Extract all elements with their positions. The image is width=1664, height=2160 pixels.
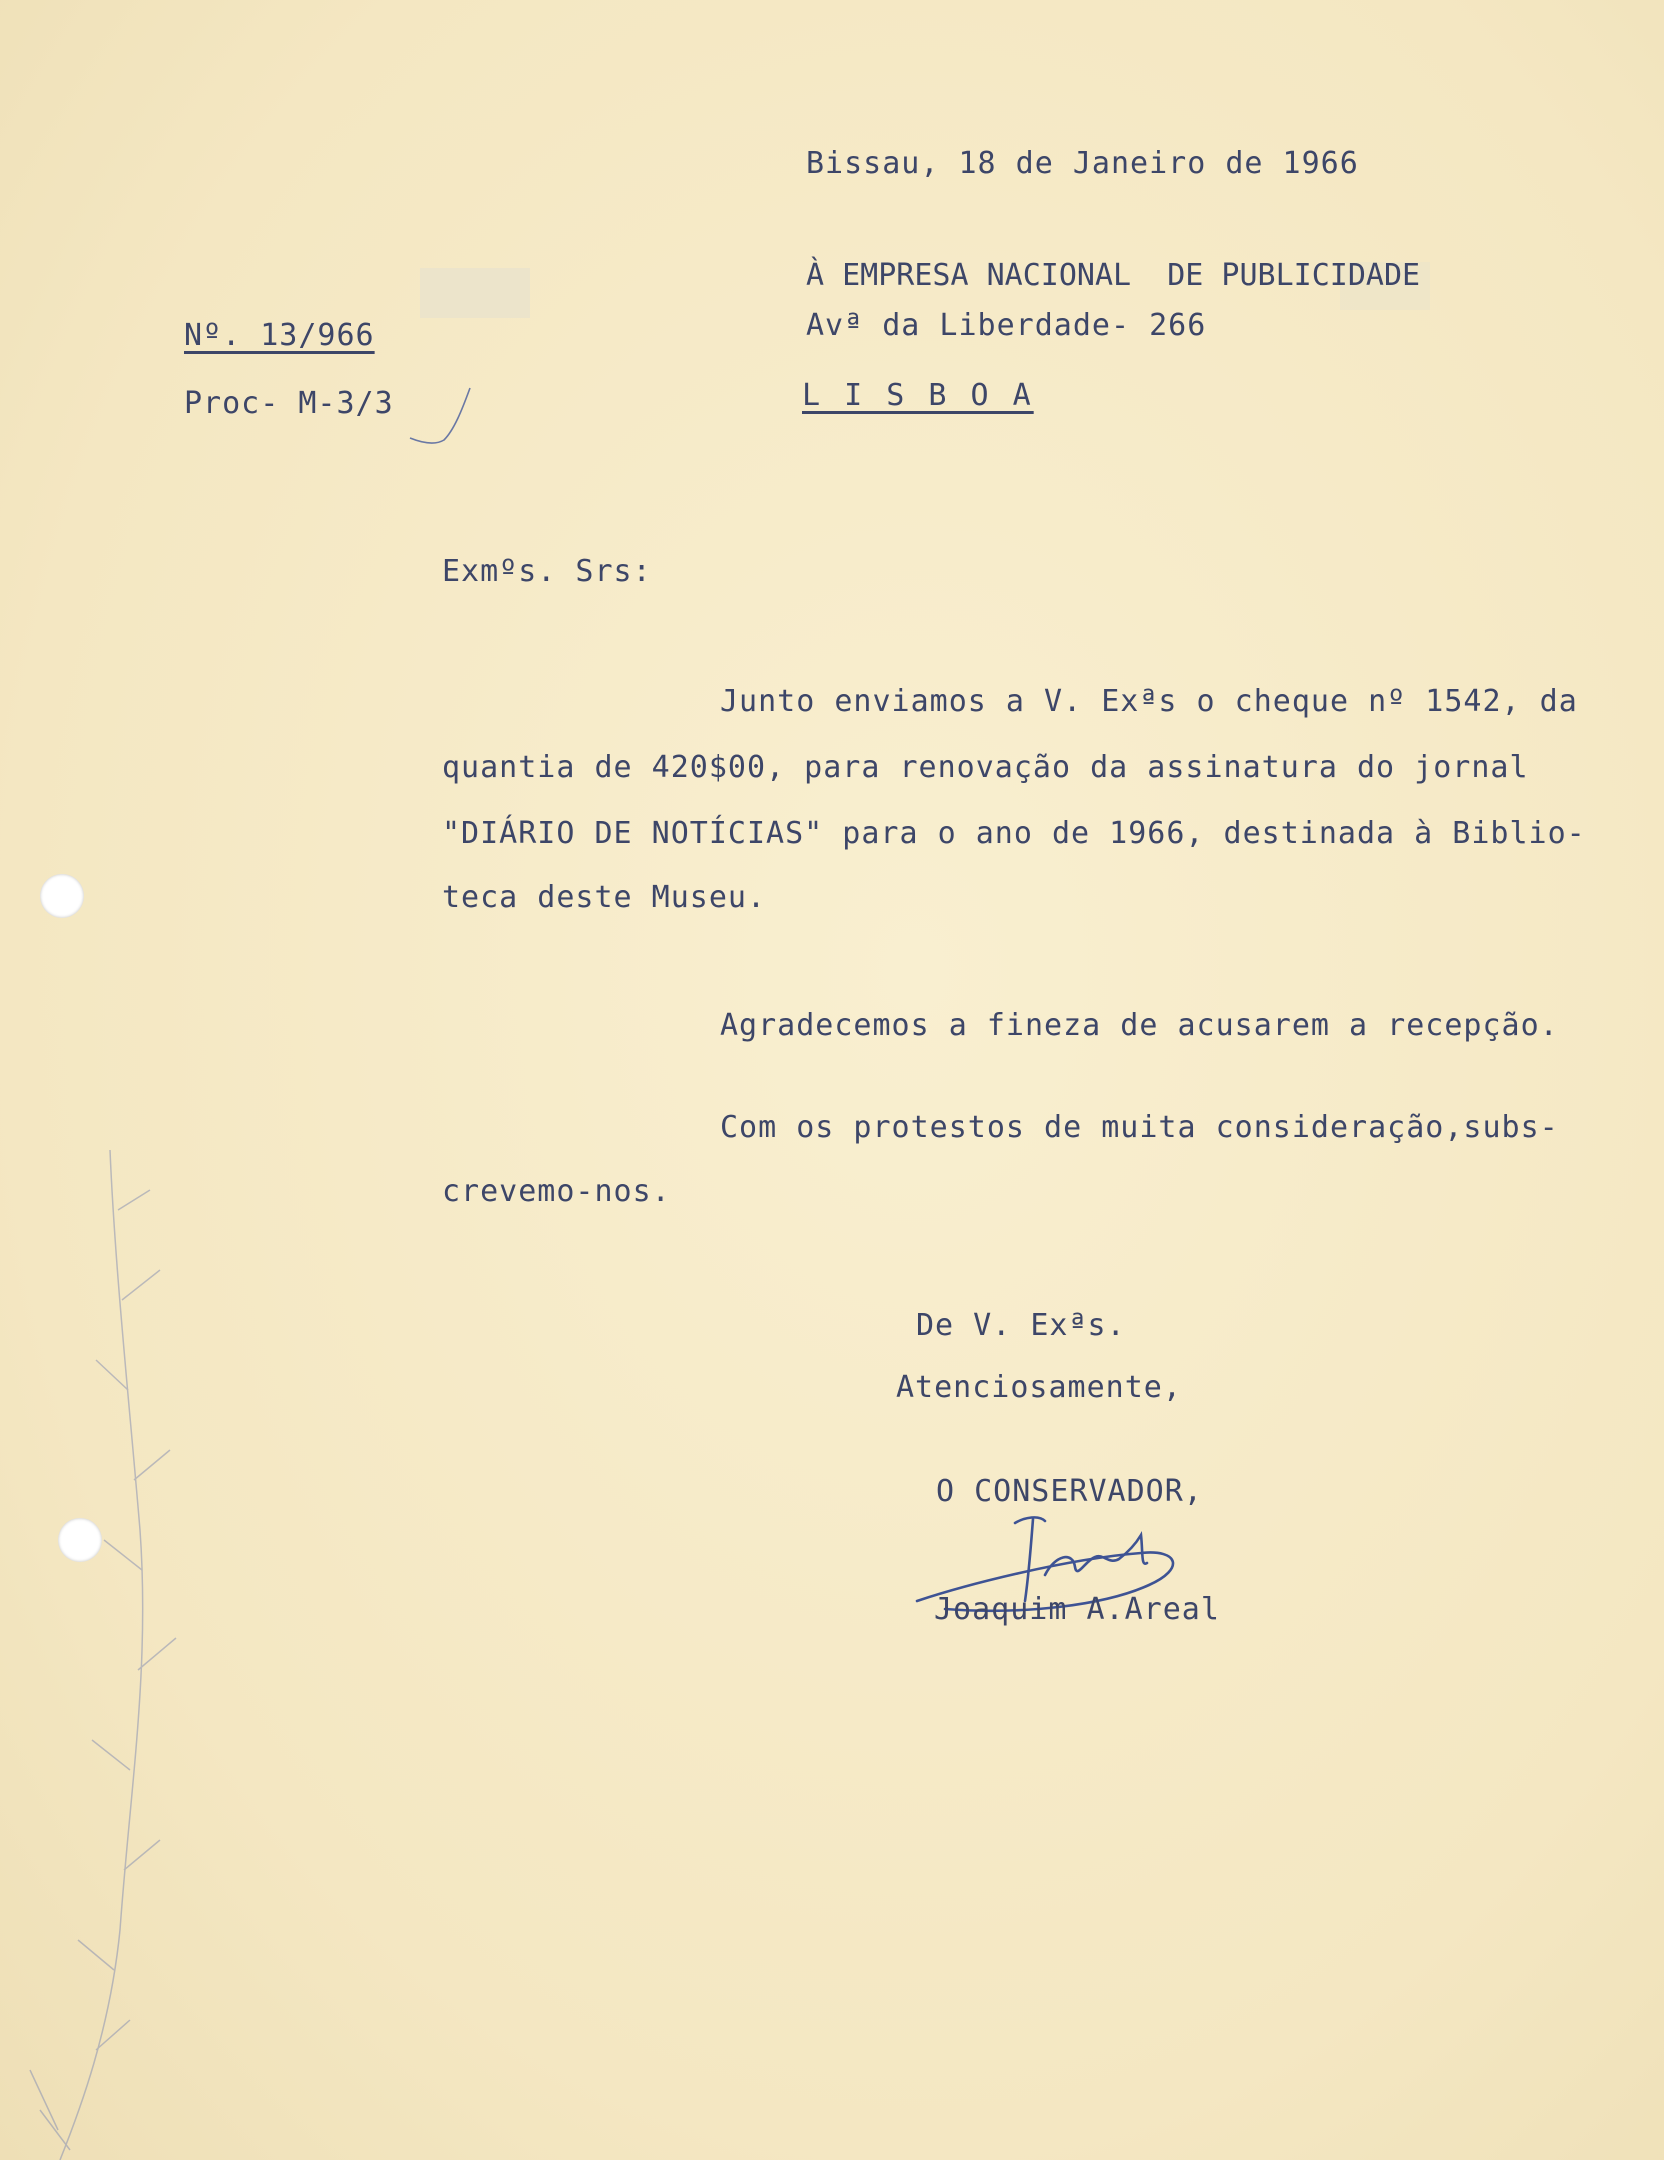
place-date-line: Bissau, 18 de Janeiro de 1966 — [806, 146, 1359, 181]
body-p3-line1: Com os protestos de muita consideração,subs- — [720, 1110, 1559, 1145]
reference-number: Nº. 13/966 — [184, 318, 375, 353]
process-number: Proc- M-3/3 — [184, 386, 394, 421]
salutation: Exmºs. Srs: — [442, 554, 652, 589]
body-p1-line3: "DIÁRIO DE NOTÍCIAS" para o ano de 1966, destinada à Biblio- — [442, 816, 1586, 851]
signer-name: Joaquim A.Areal — [934, 1592, 1220, 1627]
body-p3-line2: crevemo-nos. — [442, 1174, 671, 1209]
recipient-address: Avª da Liberdade- 266 — [806, 308, 1207, 343]
recipient-city: L I S B O A — [802, 378, 1034, 413]
closing-line2: Atenciosamente, — [896, 1370, 1182, 1405]
body-p2: Agradecemos a fineza de acusarem a recepção. — [720, 1008, 1559, 1043]
paper-stain — [420, 268, 530, 318]
signer-title: O CONSERVADOR, — [936, 1474, 1203, 1509]
paper-crease-mark — [0, 1150, 220, 2160]
body-p1-line4: teca deste Museu. — [442, 880, 767, 915]
punch-hole-top — [40, 874, 84, 918]
body-p1-line1: Junto enviamos a V. Exªs o cheque nº 1542, da — [720, 684, 1578, 719]
process-pen-mark — [400, 380, 480, 450]
recipient-name: À EMPRESA NACIONAL DE PUBLICIDADE — [806, 258, 1421, 293]
closing-line1: De V. Exªs. — [916, 1308, 1126, 1343]
body-p1-line2: quantia de 420$00, para renovação da assinatura do jornal — [442, 750, 1529, 785]
